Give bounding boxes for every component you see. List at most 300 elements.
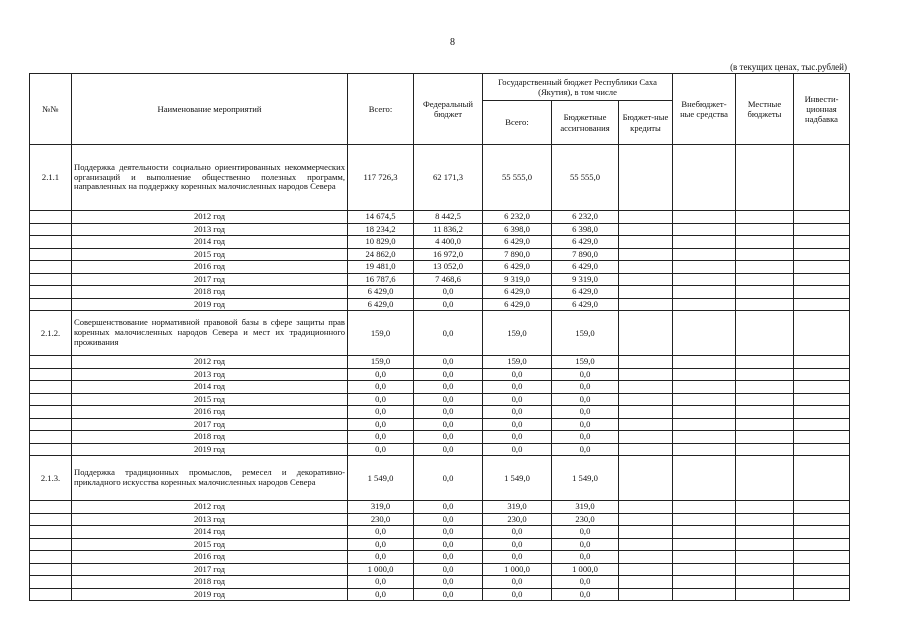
year-total: 0,0: [348, 381, 414, 394]
year-federal: 0,0: [414, 381, 483, 394]
year-federal: 0,0: [414, 431, 483, 444]
year-state-alloc: 6 398,0: [552, 223, 619, 236]
year-state-total: 319,0: [483, 501, 552, 514]
year-state-credit: [619, 576, 673, 589]
year-code-cell: [30, 393, 72, 406]
section-row: [30, 145, 850, 211]
year-invest: [794, 563, 850, 576]
year-state-alloc: 6 429,0: [552, 236, 619, 249]
year-state-alloc: 0,0: [552, 418, 619, 431]
year-local: [736, 248, 794, 261]
section-invest: [794, 145, 850, 211]
section-code: 2.1.1: [30, 145, 72, 211]
year-total: 0,0: [348, 526, 414, 539]
year-row: [30, 431, 850, 444]
units-note: (в текущих ценах, тыс.рублей): [730, 62, 847, 72]
year-extrabudget: [673, 431, 736, 444]
year-extrabudget: [673, 248, 736, 261]
year-state-total: 0,0: [483, 368, 552, 381]
year-state-total: 1 000,0: [483, 563, 552, 576]
year-state-credit: [619, 443, 673, 456]
section-invest: [794, 456, 850, 501]
year-total: 159,0: [348, 356, 414, 369]
year-extrabudget: [673, 443, 736, 456]
year-state-alloc: 0,0: [552, 431, 619, 444]
year-invest: [794, 538, 850, 551]
year-federal: 4 400,0: [414, 236, 483, 249]
year-invest: [794, 298, 850, 311]
year-local: [736, 286, 794, 299]
section-total: 1 549,0: [348, 456, 414, 501]
year-extrabudget: [673, 211, 736, 224]
year-state-alloc: 6 232,0: [552, 211, 619, 224]
year-federal: 0,0: [414, 551, 483, 564]
year-state-total: 0,0: [483, 418, 552, 431]
year-invest: [794, 356, 850, 369]
year-invest: [794, 431, 850, 444]
section-row: [30, 456, 850, 501]
year-row: [30, 356, 850, 369]
year-code-cell: [30, 406, 72, 419]
year-state-alloc: 6 429,0: [552, 298, 619, 311]
year-total: 0,0: [348, 393, 414, 406]
year-federal: 16 972,0: [414, 248, 483, 261]
year-extrabudget: [673, 406, 736, 419]
year-label: 2018 год: [72, 431, 348, 444]
year-local: [736, 223, 794, 236]
year-local: [736, 551, 794, 564]
year-row: [30, 381, 850, 394]
year-total: 24 862,0: [348, 248, 414, 261]
section-total: 159,0: [348, 311, 414, 356]
year-label: 2019 год: [72, 298, 348, 311]
year-local: [736, 588, 794, 601]
section-name: Совершенствование нормативной правовой базы в сфере защиты прав коренных малочисленных народов Севера и мест их традиционного проживания: [72, 311, 348, 356]
year-state-alloc: 0,0: [552, 588, 619, 601]
year-invest: [794, 393, 850, 406]
year-state-total: 0,0: [483, 526, 552, 539]
year-total: 230,0: [348, 513, 414, 526]
year-row: [30, 286, 850, 299]
year-invest: [794, 211, 850, 224]
year-code-cell: [30, 356, 72, 369]
year-state-alloc: 0,0: [552, 406, 619, 419]
year-federal: 0,0: [414, 356, 483, 369]
year-code-cell: [30, 381, 72, 394]
year-state-total: 0,0: [483, 588, 552, 601]
year-invest: [794, 236, 850, 249]
year-row: [30, 248, 850, 261]
year-state-total: 0,0: [483, 538, 552, 551]
year-label: 2015 год: [72, 538, 348, 551]
year-state-credit: [619, 563, 673, 576]
year-local: [736, 236, 794, 249]
year-state-alloc: 7 890,0: [552, 248, 619, 261]
year-row: [30, 418, 850, 431]
year-state-total: 6 429,0: [483, 298, 552, 311]
year-state-total: 9 319,0: [483, 273, 552, 286]
year-state-credit: [619, 551, 673, 564]
section-invest: [794, 311, 850, 356]
year-row: [30, 273, 850, 286]
year-state-alloc: 0,0: [552, 393, 619, 406]
year-local: [736, 211, 794, 224]
section-state-total: 55 555,0: [483, 145, 552, 211]
year-local: [736, 526, 794, 539]
year-total: 0,0: [348, 406, 414, 419]
year-row: [30, 513, 850, 526]
year-federal: 0,0: [414, 513, 483, 526]
year-label: 2019 год: [72, 443, 348, 456]
header-extrabudget: Внебюджет-ные средства: [673, 74, 736, 145]
section-code: 2.1.3.: [30, 456, 72, 501]
year-state-credit: [619, 248, 673, 261]
year-extrabudget: [673, 273, 736, 286]
year-invest: [794, 551, 850, 564]
year-state-total: 230,0: [483, 513, 552, 526]
year-code-cell: [30, 576, 72, 589]
header-num: №№: [30, 74, 72, 145]
year-state-alloc: 6 429,0: [552, 286, 619, 299]
year-state-credit: [619, 526, 673, 539]
year-extrabudget: [673, 236, 736, 249]
year-state-credit: [619, 298, 673, 311]
section-name: Поддержка деятельности социально ориентированных некоммерческих организаций и выполнение общественно полезных программ, направленных на поддержку коренных малочисленных народов Севера: [72, 145, 348, 211]
year-extrabudget: [673, 588, 736, 601]
year-state-credit: [619, 501, 673, 514]
year-state-credit: [619, 538, 673, 551]
year-total: 6 429,0: [348, 298, 414, 311]
year-local: [736, 273, 794, 286]
year-label: 2012 год: [72, 356, 348, 369]
year-row: [30, 393, 850, 406]
year-federal: 0,0: [414, 286, 483, 299]
year-local: [736, 563, 794, 576]
year-state-total: 159,0: [483, 356, 552, 369]
section-federal: 0,0: [414, 456, 483, 501]
year-label: 2016 год: [72, 406, 348, 419]
year-invest: [794, 501, 850, 514]
year-state-alloc: 0,0: [552, 368, 619, 381]
year-state-alloc: 1 000,0: [552, 563, 619, 576]
year-code-cell: [30, 418, 72, 431]
year-local: [736, 538, 794, 551]
year-label: 2016 год: [72, 551, 348, 564]
year-label: 2012 год: [72, 211, 348, 224]
year-state-credit: [619, 406, 673, 419]
year-local: [736, 261, 794, 274]
year-local: [736, 576, 794, 589]
year-federal: 11 836,2: [414, 223, 483, 236]
year-state-alloc: 319,0: [552, 501, 619, 514]
year-state-alloc: 6 429,0: [552, 261, 619, 274]
year-total: 0,0: [348, 588, 414, 601]
year-federal: 7 468,6: [414, 273, 483, 286]
section-extrabudget: [673, 145, 736, 211]
year-state-total: 0,0: [483, 551, 552, 564]
section-row: [30, 311, 850, 356]
year-federal: 0,0: [414, 588, 483, 601]
year-total: 18 234,2: [348, 223, 414, 236]
year-state-total: 6 429,0: [483, 261, 552, 274]
section-extrabudget: [673, 311, 736, 356]
year-label: 2012 год: [72, 501, 348, 514]
year-local: [736, 356, 794, 369]
year-invest: [794, 406, 850, 419]
page-number: 8: [450, 37, 455, 48]
year-federal: 0,0: [414, 576, 483, 589]
year-state-credit: [619, 261, 673, 274]
section-state-alloc: 159,0: [552, 311, 619, 356]
year-total: 1 000,0: [348, 563, 414, 576]
header-state-budget: Государственный бюджет Республики Саха (Якутия), в том числе: [483, 74, 673, 101]
year-row: [30, 576, 850, 589]
year-state-alloc: 9 319,0: [552, 273, 619, 286]
year-state-credit: [619, 356, 673, 369]
year-total: 0,0: [348, 443, 414, 456]
year-label: 2014 год: [72, 526, 348, 539]
year-row: [30, 443, 850, 456]
year-code-cell: [30, 286, 72, 299]
year-extrabudget: [673, 576, 736, 589]
year-row: [30, 298, 850, 311]
year-extrabudget: [673, 551, 736, 564]
year-extrabudget: [673, 418, 736, 431]
year-state-alloc: 0,0: [552, 381, 619, 394]
year-local: [736, 406, 794, 419]
table-body: [30, 145, 850, 601]
year-state-credit: [619, 418, 673, 431]
year-row: [30, 563, 850, 576]
year-row: [30, 588, 850, 601]
header-federal: Федеральный бюджет: [414, 74, 483, 145]
year-state-credit: [619, 431, 673, 444]
year-state-credit: [619, 211, 673, 224]
year-local: [736, 298, 794, 311]
year-code-cell: [30, 298, 72, 311]
year-label: 2013 год: [72, 223, 348, 236]
year-invest: [794, 261, 850, 274]
year-extrabudget: [673, 526, 736, 539]
year-total: 19 481,0: [348, 261, 414, 274]
year-state-credit: [619, 381, 673, 394]
header-local: Местные бюджеты: [736, 74, 794, 145]
section-state-credit: [619, 311, 673, 356]
year-label: 2019 год: [72, 588, 348, 601]
year-federal: 13 052,0: [414, 261, 483, 274]
header-state-total: Всего:: [483, 101, 552, 145]
year-local: [736, 501, 794, 514]
section-code: 2.1.2.: [30, 311, 72, 356]
year-extrabudget: [673, 563, 736, 576]
year-code-cell: [30, 501, 72, 514]
year-state-alloc: 0,0: [552, 526, 619, 539]
year-state-total: 0,0: [483, 381, 552, 394]
year-row: [30, 526, 850, 539]
year-invest: [794, 526, 850, 539]
year-total: 0,0: [348, 431, 414, 444]
year-state-total: 7 890,0: [483, 248, 552, 261]
section-federal: 0,0: [414, 311, 483, 356]
year-state-credit: [619, 286, 673, 299]
year-state-total: 0,0: [483, 431, 552, 444]
year-invest: [794, 576, 850, 589]
year-code-cell: [30, 211, 72, 224]
year-federal: 0,0: [414, 298, 483, 311]
year-code-cell: [30, 526, 72, 539]
year-extrabudget: [673, 223, 736, 236]
year-state-alloc: 230,0: [552, 513, 619, 526]
year-row: [30, 501, 850, 514]
year-invest: [794, 223, 850, 236]
budget-table: [29, 73, 850, 601]
year-code-cell: [30, 563, 72, 576]
year-invest: [794, 513, 850, 526]
year-local: [736, 368, 794, 381]
year-state-total: 0,0: [483, 406, 552, 419]
year-code-cell: [30, 513, 72, 526]
year-invest: [794, 368, 850, 381]
year-code-cell: [30, 588, 72, 601]
year-state-total: 6 232,0: [483, 211, 552, 224]
year-label: 2014 год: [72, 381, 348, 394]
year-federal: 0,0: [414, 501, 483, 514]
year-federal: 0,0: [414, 563, 483, 576]
year-extrabudget: [673, 393, 736, 406]
section-state-total: 159,0: [483, 311, 552, 356]
year-total: 6 429,0: [348, 286, 414, 299]
year-state-credit: [619, 273, 673, 286]
year-federal: 0,0: [414, 393, 483, 406]
year-local: [736, 513, 794, 526]
section-total: 117 726,3: [348, 145, 414, 211]
year-total: 14 674,5: [348, 211, 414, 224]
year-total: 319,0: [348, 501, 414, 514]
year-state-total: 0,0: [483, 393, 552, 406]
year-label: 2013 год: [72, 368, 348, 381]
year-code-cell: [30, 368, 72, 381]
year-extrabudget: [673, 538, 736, 551]
header-state-alloc: Бюджетные ассигнования: [552, 101, 619, 145]
year-code-cell: [30, 551, 72, 564]
section-state-alloc: 55 555,0: [552, 145, 619, 211]
year-state-total: 6 429,0: [483, 286, 552, 299]
year-total: 10 829,0: [348, 236, 414, 249]
year-code-cell: [30, 443, 72, 456]
year-state-credit: [619, 236, 673, 249]
year-local: [736, 393, 794, 406]
year-local: [736, 431, 794, 444]
year-state-alloc: 0,0: [552, 443, 619, 456]
year-invest: [794, 286, 850, 299]
year-row: [30, 236, 850, 249]
header-state-credit: Бюджет-ные кредиты: [619, 101, 673, 145]
year-label: 2013 год: [72, 513, 348, 526]
year-invest: [794, 381, 850, 394]
year-total: 0,0: [348, 538, 414, 551]
year-federal: 0,0: [414, 443, 483, 456]
year-federal: 8 442,5: [414, 211, 483, 224]
year-total: 0,0: [348, 576, 414, 589]
year-code-cell: [30, 273, 72, 286]
year-code-cell: [30, 236, 72, 249]
year-row: [30, 368, 850, 381]
year-state-total: 6 398,0: [483, 223, 552, 236]
year-state-alloc: 0,0: [552, 576, 619, 589]
year-code-cell: [30, 261, 72, 274]
year-local: [736, 443, 794, 456]
year-federal: 0,0: [414, 368, 483, 381]
year-row: [30, 538, 850, 551]
year-label: 2017 год: [72, 418, 348, 431]
year-state-total: 0,0: [483, 443, 552, 456]
year-label: 2015 год: [72, 248, 348, 261]
year-state-total: 0,0: [483, 576, 552, 589]
section-state-credit: [619, 145, 673, 211]
header-total: Всего:: [348, 74, 414, 145]
year-state-alloc: 0,0: [552, 551, 619, 564]
year-label: 2017 год: [72, 563, 348, 576]
year-code-cell: [30, 431, 72, 444]
section-state-total: 1 549,0: [483, 456, 552, 501]
year-total: 0,0: [348, 418, 414, 431]
section-local: [736, 311, 794, 356]
year-extrabudget: [673, 356, 736, 369]
year-label: 2014 год: [72, 236, 348, 249]
year-extrabudget: [673, 381, 736, 394]
year-label: 2018 год: [72, 286, 348, 299]
year-federal: 0,0: [414, 418, 483, 431]
section-federal: 62 171,3: [414, 145, 483, 211]
section-local: [736, 145, 794, 211]
header-invest: Инвести-ционная надбавка: [794, 74, 850, 145]
year-extrabudget: [673, 501, 736, 514]
year-label: 2017 год: [72, 273, 348, 286]
year-state-credit: [619, 368, 673, 381]
year-code-cell: [30, 223, 72, 236]
year-state-credit: [619, 223, 673, 236]
year-label: 2016 год: [72, 261, 348, 274]
year-local: [736, 381, 794, 394]
year-total: 0,0: [348, 368, 414, 381]
year-state-total: 6 429,0: [483, 236, 552, 249]
year-code-cell: [30, 248, 72, 261]
year-label: 2015 год: [72, 393, 348, 406]
year-federal: 0,0: [414, 406, 483, 419]
year-label: 2018 год: [72, 576, 348, 589]
section-name: Поддержка традиционных промыслов, ремесел и декоративно-прикладного искусства коренных малочисленных народов Севера: [72, 456, 348, 501]
year-invest: [794, 273, 850, 286]
year-extrabudget: [673, 513, 736, 526]
year-row: [30, 223, 850, 236]
year-row: [30, 261, 850, 274]
year-state-credit: [619, 393, 673, 406]
year-federal: 0,0: [414, 538, 483, 551]
year-row: [30, 211, 850, 224]
year-state-alloc: 0,0: [552, 538, 619, 551]
year-invest: [794, 588, 850, 601]
year-total: 16 787,6: [348, 273, 414, 286]
year-extrabudget: [673, 286, 736, 299]
year-extrabudget: [673, 298, 736, 311]
year-row: [30, 406, 850, 419]
year-invest: [794, 418, 850, 431]
header-name: Наименование мероприятий: [72, 74, 348, 145]
year-extrabudget: [673, 368, 736, 381]
year-state-credit: [619, 588, 673, 601]
year-row: [30, 551, 850, 564]
year-total: 0,0: [348, 551, 414, 564]
